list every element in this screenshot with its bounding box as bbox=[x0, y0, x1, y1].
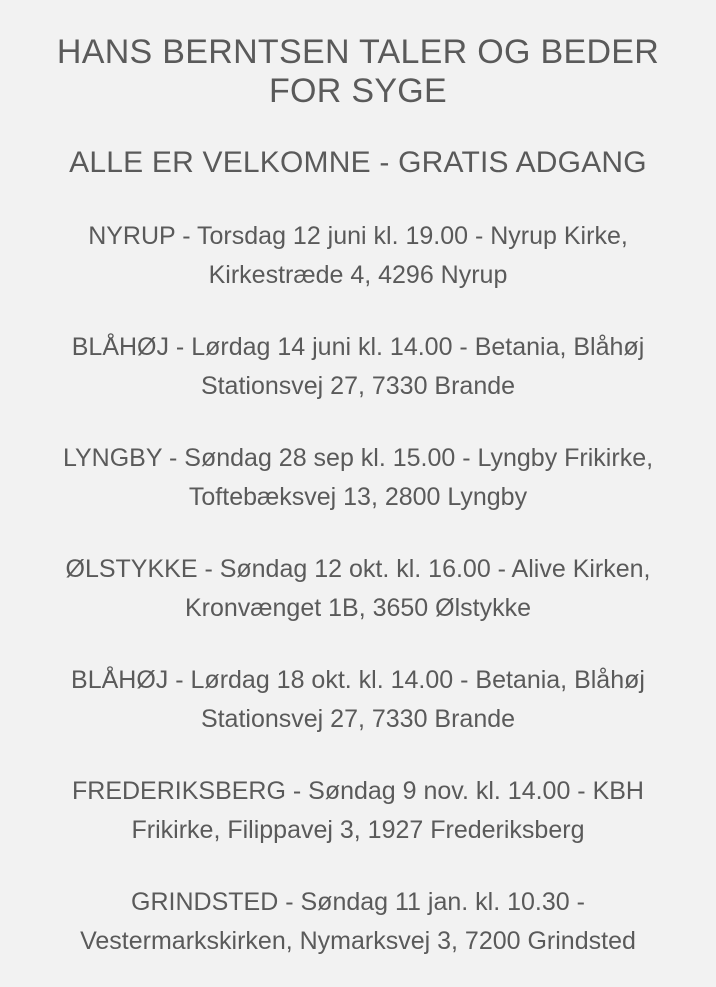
event-line-2: Kronvænget 1B, 3650 Ølstykke bbox=[184, 594, 532, 622]
event-line-2: Frikirke, Filippavej 3, 1927 Frederiksberg bbox=[131, 816, 585, 844]
event-line-1: BLÅHØJ - Lørdag 18 okt. kl. 14.00 - Betania, Blåhøj bbox=[71, 666, 645, 694]
title-line-1: HANS BERNTSEN TALER OG BEDER bbox=[56, 33, 660, 71]
event-item bbox=[20, 772, 696, 850]
page-subtitle: ALLE ER VELKOMNE - GRATIS ADGANG bbox=[69, 146, 647, 179]
event-line-2: Toftebæksvej 13, 2800 Lyngby bbox=[188, 483, 528, 511]
event-line-1: ØLSTYKKE - Søndag 12 okt. kl. 16.00 - Alive Kirken, bbox=[65, 555, 651, 583]
event-line-1: BLÅHØJ - Lørdag 14 juni kl. 14.00 - Betania, Blåhøj bbox=[71, 333, 645, 361]
event-line-1: FREDERIKSBERG - Søndag 9 nov. kl. 14.00 - KBH bbox=[72, 777, 644, 805]
event-list bbox=[20, 217, 696, 961]
event-line-1: LYNGBY - Søndag 28 sep kl. 15.00 - Lyngby Frikirke, bbox=[62, 444, 654, 472]
page-title bbox=[20, 33, 696, 111]
event-line-2: Stationsvej 27, 7330 Brande bbox=[200, 372, 516, 400]
event-line-2: Vestermarkskirken, Nymarksvej 3, 7200 Grindsted bbox=[80, 927, 636, 955]
event-item bbox=[20, 217, 696, 295]
event-item bbox=[20, 661, 696, 739]
event-line-1: NYRUP - Torsdag 12 juni kl. 19.00 - Nyrup Kirke, bbox=[88, 222, 628, 250]
title-line-2: FOR SYGE bbox=[268, 72, 448, 110]
event-line-2: Kirkestræde 4, 4296 Nyrup bbox=[208, 261, 508, 289]
event-line-2: Stationsvej 27, 7330 Brande bbox=[200, 705, 516, 733]
event-item bbox=[20, 883, 696, 961]
event-item bbox=[20, 328, 696, 406]
event-line-1: GRINDSTED - Søndag 11 jan. kl. 10.30 - bbox=[131, 888, 585, 916]
event-item bbox=[20, 550, 696, 628]
event-item bbox=[20, 439, 696, 517]
